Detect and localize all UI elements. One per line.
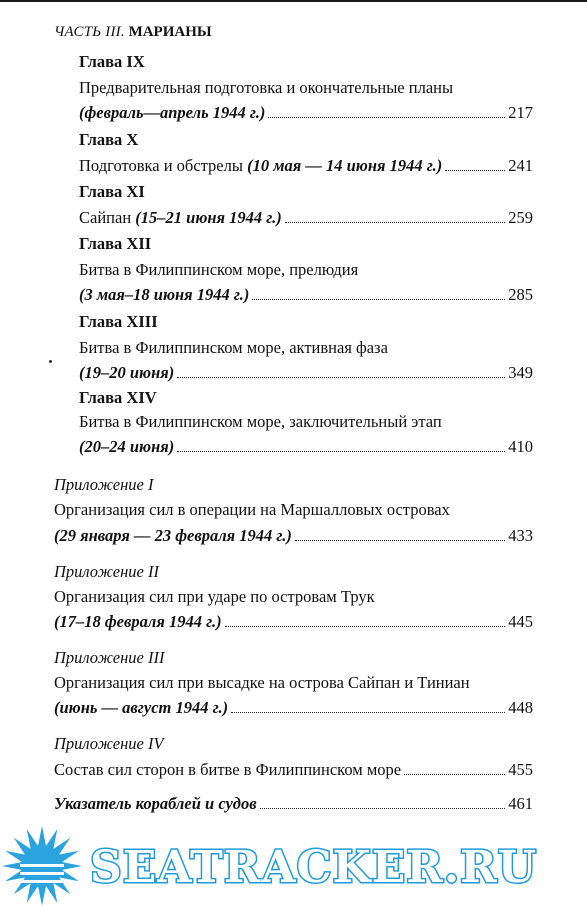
- appendix-line: Состав сил сторон в битве в Филиппинском море: [54, 760, 402, 779]
- chapter-title: Глава X: [79, 130, 139, 149]
- chapter-line: Предварительная подготовка и окончательные планы: [79, 78, 454, 97]
- appendix-title: Приложение II: [54, 562, 159, 581]
- part-title: МАРИАНЫ: [128, 24, 212, 40]
- toc-entry[interactable]: [79, 156, 533, 176]
- stray-dot: [49, 360, 52, 363]
- part-prefix: ЧАСТЬ III.: [54, 24, 125, 40]
- appendix-dates: (29 января — 23 февраля 1944 г.): [54, 526, 292, 545]
- dot-leader: [295, 539, 505, 541]
- dot-leader: [252, 298, 505, 300]
- appendix-dates: (17–18 февраля 1944 г.): [54, 612, 222, 631]
- page-number: 448: [508, 698, 533, 717]
- page-number: 461: [508, 794, 533, 813]
- dot-leader: [177, 376, 505, 378]
- appendix-title: Приложение III: [54, 648, 165, 667]
- page-number: 241: [508, 156, 533, 175]
- chapter-line: Подготовка и обстрелы: [79, 156, 248, 175]
- dot-leader: [231, 711, 505, 713]
- chapter-dates: (3 мая–18 июня 1944 г.): [79, 285, 250, 304]
- page-number: 433: [508, 526, 533, 545]
- toc-entry[interactable]: [54, 794, 533, 814]
- toc-entry[interactable]: [79, 437, 533, 457]
- toc-entry[interactable]: [79, 103, 533, 123]
- chapter-line: Битва в Филиппинском море, прелюдия: [79, 260, 359, 279]
- toc-entry[interactable]: [79, 285, 533, 305]
- toc-entry[interactable]: [54, 526, 533, 546]
- dot-leader: [260, 807, 506, 809]
- chapter-line: Сайпан: [79, 208, 136, 227]
- chapter-title: Глава IX: [79, 52, 145, 71]
- sunburst-icon: [2, 826, 82, 906]
- appendix-dates: (июнь — август 1944 г.): [54, 698, 229, 717]
- dot-leader: [225, 625, 506, 627]
- toc-entry[interactable]: [79, 208, 533, 228]
- page-number: 445: [508, 612, 533, 631]
- chapter-line: Битва в Филиппинском море, заключительный этап: [79, 412, 442, 431]
- toc-entry[interactable]: [54, 698, 533, 718]
- chapter-title: Глава XIII: [79, 312, 158, 331]
- chapter-dates: (20–24 июня): [79, 437, 175, 456]
- appendix-line: Организация сил при высадке на острова Сайпан и Тиниан: [54, 673, 470, 692]
- appendix-line: Организация сил при ударе по островам Трук: [54, 587, 375, 606]
- chapter-title: Глава XIV: [79, 388, 157, 407]
- dot-leader: [445, 169, 505, 171]
- page-number: 410: [508, 437, 533, 456]
- chapter-dates: (10 мая — 14 июня 1944 г.): [247, 156, 443, 175]
- dot-leader: [285, 221, 505, 223]
- page-number: 259: [508, 208, 533, 227]
- toc-entry[interactable]: [79, 363, 533, 383]
- dot-leader: [177, 450, 505, 452]
- page-number: 455: [508, 760, 533, 779]
- dot-leader: [268, 116, 505, 118]
- chapter-dates: (19–20 июня): [79, 363, 175, 382]
- dot-leader: [404, 773, 505, 775]
- appendix-title: Приложение IV: [54, 734, 164, 753]
- watermark-text: SEATRACKER.RU: [90, 842, 538, 893]
- page-number: 349: [508, 363, 533, 382]
- part-heading: [54, 24, 212, 41]
- chapter-dates: (15–21 июня 1944 г.): [135, 208, 282, 227]
- chapter-dates: (февраль—апрель 1944 г.): [79, 103, 266, 122]
- appendix-line: Организация сил в операции на Маршалловых островах: [54, 500, 450, 519]
- index-title: Указатель кораблей и судов: [54, 794, 257, 813]
- page-number: 285: [508, 285, 533, 304]
- chapter-title: Глава XII: [79, 234, 152, 253]
- toc-entry[interactable]: [54, 760, 533, 780]
- appendix-title: Приложение I: [54, 475, 154, 494]
- page-number: 217: [508, 103, 533, 122]
- chapter-line: Битва в Филиппинском море, активная фаза: [79, 338, 388, 357]
- toc-entry[interactable]: [54, 612, 533, 632]
- chapter-title: Глава XI: [79, 182, 145, 201]
